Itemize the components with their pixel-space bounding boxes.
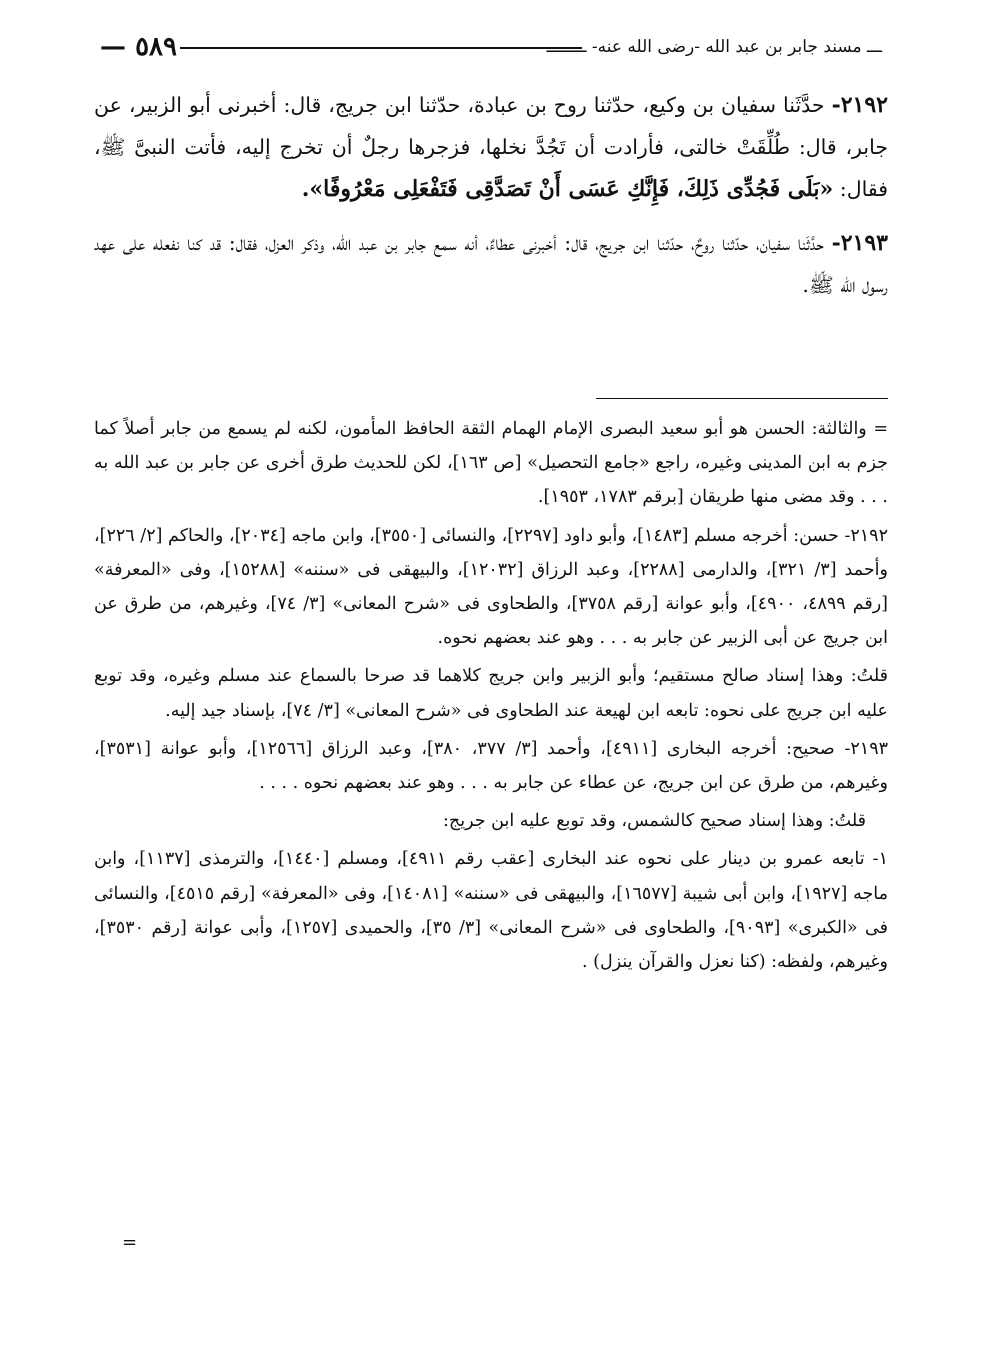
footnote-2193-follow: ١- تابعه عمرو بن دينار على نحوه عند البخارى [عقب رقم ٤٩١١]، ومسلم [١٤٤٠]، والترمذى [١١٣٧]، وابن ماجه [١٩٢٧]، وابن أبى شيبة [١٦٥٧٧]، والبيهقى فى «سننه» [١٤٠٨١]، وفى «المعرفة» [رقم ٤٥١٥]، والنسائى فى «الكبرى» [٩٠٩٣]، والطحاوى فى «شرح المعانى» [٣/ ٣٥]، والحميدى [١٢٥٧]، وأبى عوانة [رقم ٣٥٣٠]، وغيرهم، ولفظه: (كنا نعزل والقرآن ينزل) . [94,849,888,973]
continuation-mark: = [122,1232,138,1253]
footnote-divider [596,398,888,399]
header-title: ـــ مسند جابر بن عبد الله -رضى الله عنه- ــــــــ [546,37,882,57]
hadith-number: ٢١٩٢- [831,92,888,118]
page-number: ٥٨٩ — [100,32,177,62]
hadith-body: حدَّثَنا سفيان بن وكيع، حدّثنا روح بن عبادة، حدّثنا ابن جريج، قال: أخبرنى أبو الزبير، عن جابر، قال: طُلِّقَتْ خالتى، فأرادت أن تَجُدَّ نخلها، فزجرها رجلٌ أن تخرج إليه، فأتت النبىَّ ﷺ، فقال: [94,93,888,201]
running-header [100,34,882,60]
footnote-2192: ٢١٩٢- حسن: أخرجه مسلم [١٤٨٣]، وأبو داود [٢٢٩٧]، والنسائى [٣٥٥٠]، وابن ماجه [٢٠٣٤]، والحاكم [٢/ ٢٢٦]، وأحمد [٣/ ٣٢١]، والدارمى [٢٢٨٨]، وعبد الرزاق [١٢٠٣٢]، والبيهقى فى «سننه» [١٥٢٨٨]، وفى «المعرفة» [رقم ٤٨٩٩، ٤٩٠٠]، وأبو عوانة [رقم ٣٧٥٨]، والطحاوى فى «شرح المعانى» [٣/ ٧٤]، وغيرهم، من طرق عن ابن جريج عن أبى الزبير عن جابر به . . . وهو عند بعضهم نحوه. [94,525,889,649]
prophetic-quote: «بَلَى فَجُدِّى ذَلِكَ، فَإِنَّكِ عَسَى أَنْ تَصَدَّقِى فَتَفْعَلِى مَعْرُوفًا». [301,176,834,202]
hadith-text [94,84,888,318]
footnote-2192-comment: قلتُ: وهذا إسناد صالح مستقيم؛ وأبو الزبير وابن جريج كلاهما قد صرحا بالسماع عند مسلم وغيره، وقد توبع عليه ابن جريج على نحوه: تابعه ابن لهيعة عند الطحاوى فى «شرح المعانى» [٣/ ٧٤]، بإسناد جيد إليه. [94,666,888,721]
hadith-body: حدَّثَنا سفيان، حدّثنا روحٌ، حدّثنا ابن جريج، قال: أخبرنى عطاءٌ، أنه سمع جابر بن عبد الله، وذكر العزل، فقال: قد كنا نفعله على عهد رسول الله ﷺ. [94,231,888,297]
footnote-2193: ٢١٩٣- صحيح: أخرجه البخارى [٤٩١١]، وأحمد [٣/ ٣٧٧، ٣٨٠]، وعبد الرزاق [١٢٥٦٦]، وأبو عوانة [٣٥٣١]، وغيرهم، من طرق عن ابن جريج، عن عطاء عن جابر به . . . وهو عند بعضهم نحوه . . . . [94,738,888,794]
footnote-2193-comment: قلتُ: وهذا إسناد صحيح كالشمس، وقد توبع عليه ابن جريج: [443,811,866,832]
hadith-number: ٢١٩٣- [831,230,888,256]
header-rule [180,47,582,49]
hadith-2192 [94,84,888,210]
footnote-carry-over: = والثالثة: الحسن هو أبو سعيد البصرى الإمام الهمام الثقة الحافظ المأمون، لكنه لم يسمع من جابر أصلاً كما جزم به ابن المدينى وغيره، راجع «جامع التحصيل» [ص ١٦٣]، لكن للحديث طرق أخرى عن جابر بن عبد الله به . . . وقد مضى منها طريقان [برقم ١٧٨٣، ١٩٥٣]. [94,419,888,508]
hadith-2193 [94,222,888,306]
footnotes [94,412,888,983]
